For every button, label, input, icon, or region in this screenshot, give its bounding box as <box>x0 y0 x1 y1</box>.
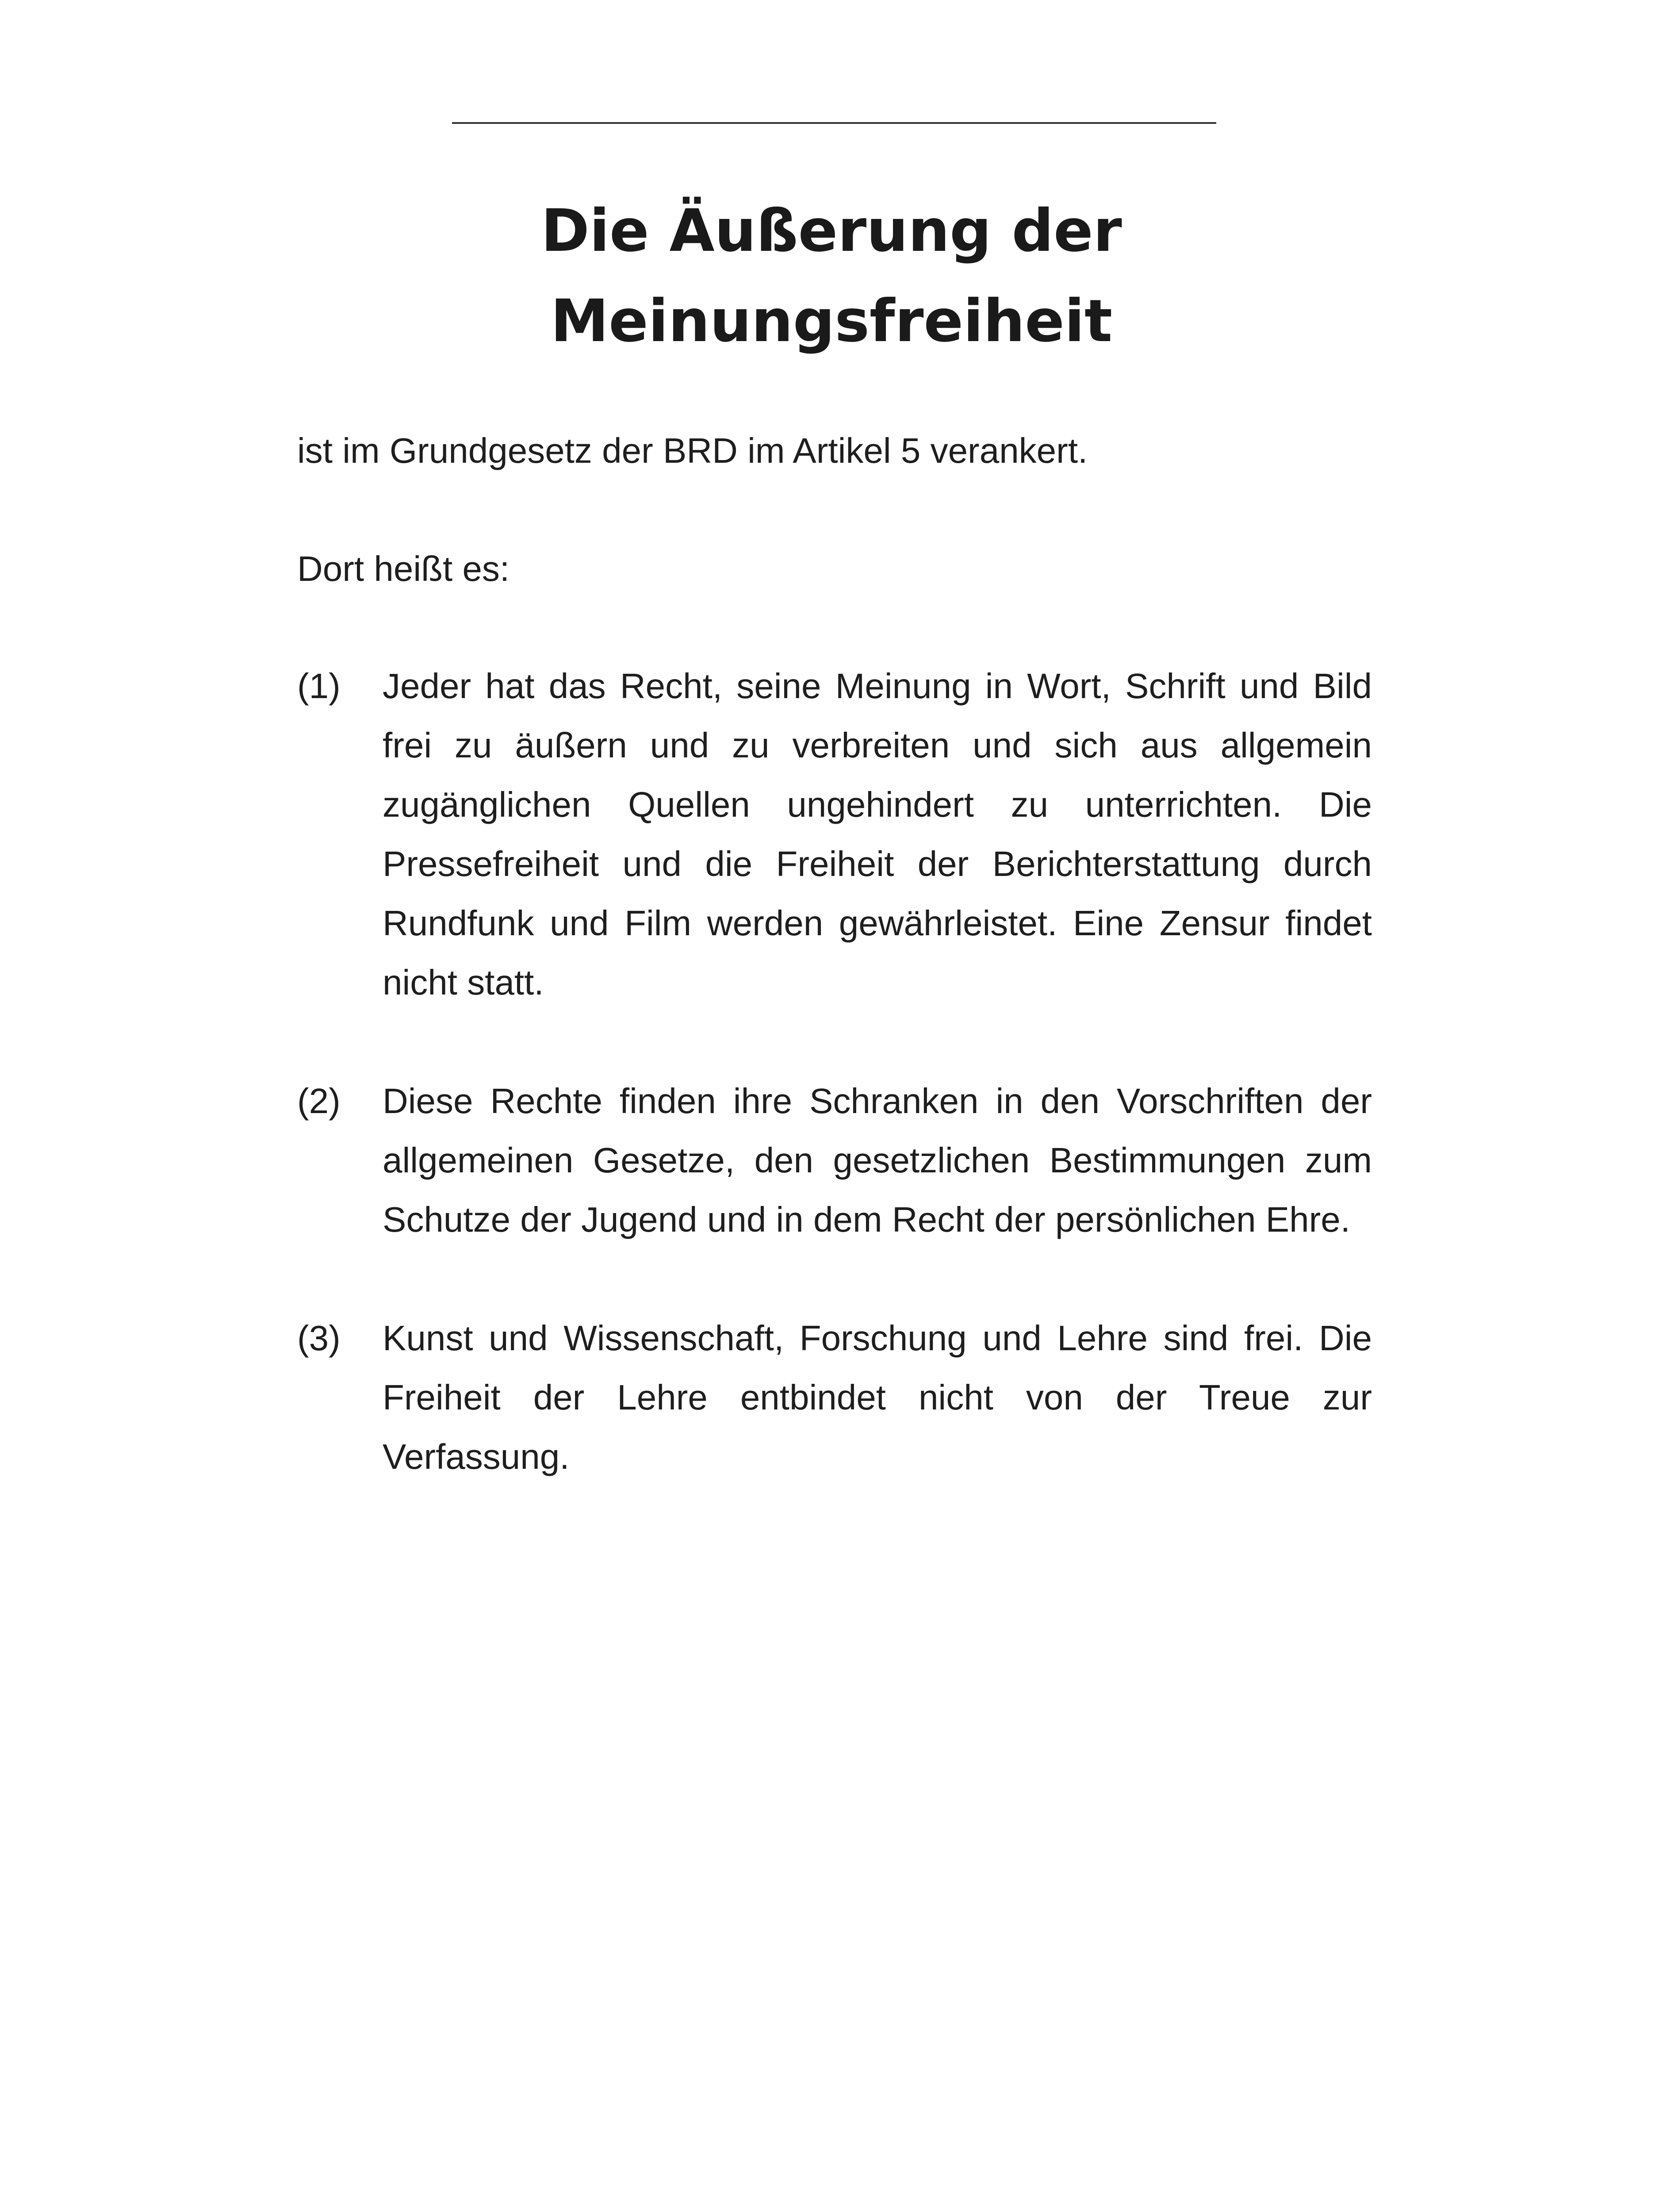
paragraph-number: (3) <box>297 1318 341 1358</box>
paragraph-text: Kunst und Wissenschaft, Forschung und Lehre sind frei. Die Freiheit der Lehre entbindet nicht von der Treue zur Verfassung. <box>383 1318 1372 1476</box>
article-paragraph-3 <box>297 1309 1372 1486</box>
paragraph-text: Jeder hat das Recht, seine Meinung in Wort, Schrift und Bild frei zu äußern und zu verbreiten und sich aus allgemein zugänglichen Quellen ungehindert zu unterrichten. Die Pressefreiheit und die Freiheit der Berichterstattung durch Rundfunk und Film werden gewährleistet. Eine Zensur findet nicht statt. <box>383 666 1372 1002</box>
article-paragraph-list <box>297 657 1372 1546</box>
article-paragraph-2 <box>297 1071 1372 1249</box>
title-line-2: Meinungsfreiheit <box>550 287 1113 355</box>
top-divider <box>452 122 1216 124</box>
paragraph-number: (1) <box>297 666 341 706</box>
page-title <box>296 186 1367 366</box>
paragraph-text: Diese Rechte finden ihre Schranken in den Vorschriften der allgemeinen Gesetze, den gesetzlichen Bestimmungen zum Schutze der Jugend und in dem Recht der persönlichen Ehre. <box>383 1081 1372 1239</box>
intro-text: ist im Grundgesetz der BRD im Artikel 5 verankert. <box>297 431 1088 470</box>
article-paragraph-1 <box>297 657 1372 1012</box>
title-line-1: Die Äußerung der <box>541 197 1122 265</box>
paragraph-number: (2) <box>297 1081 341 1121</box>
lead-text: Dort heißt es: <box>297 549 510 588</box>
